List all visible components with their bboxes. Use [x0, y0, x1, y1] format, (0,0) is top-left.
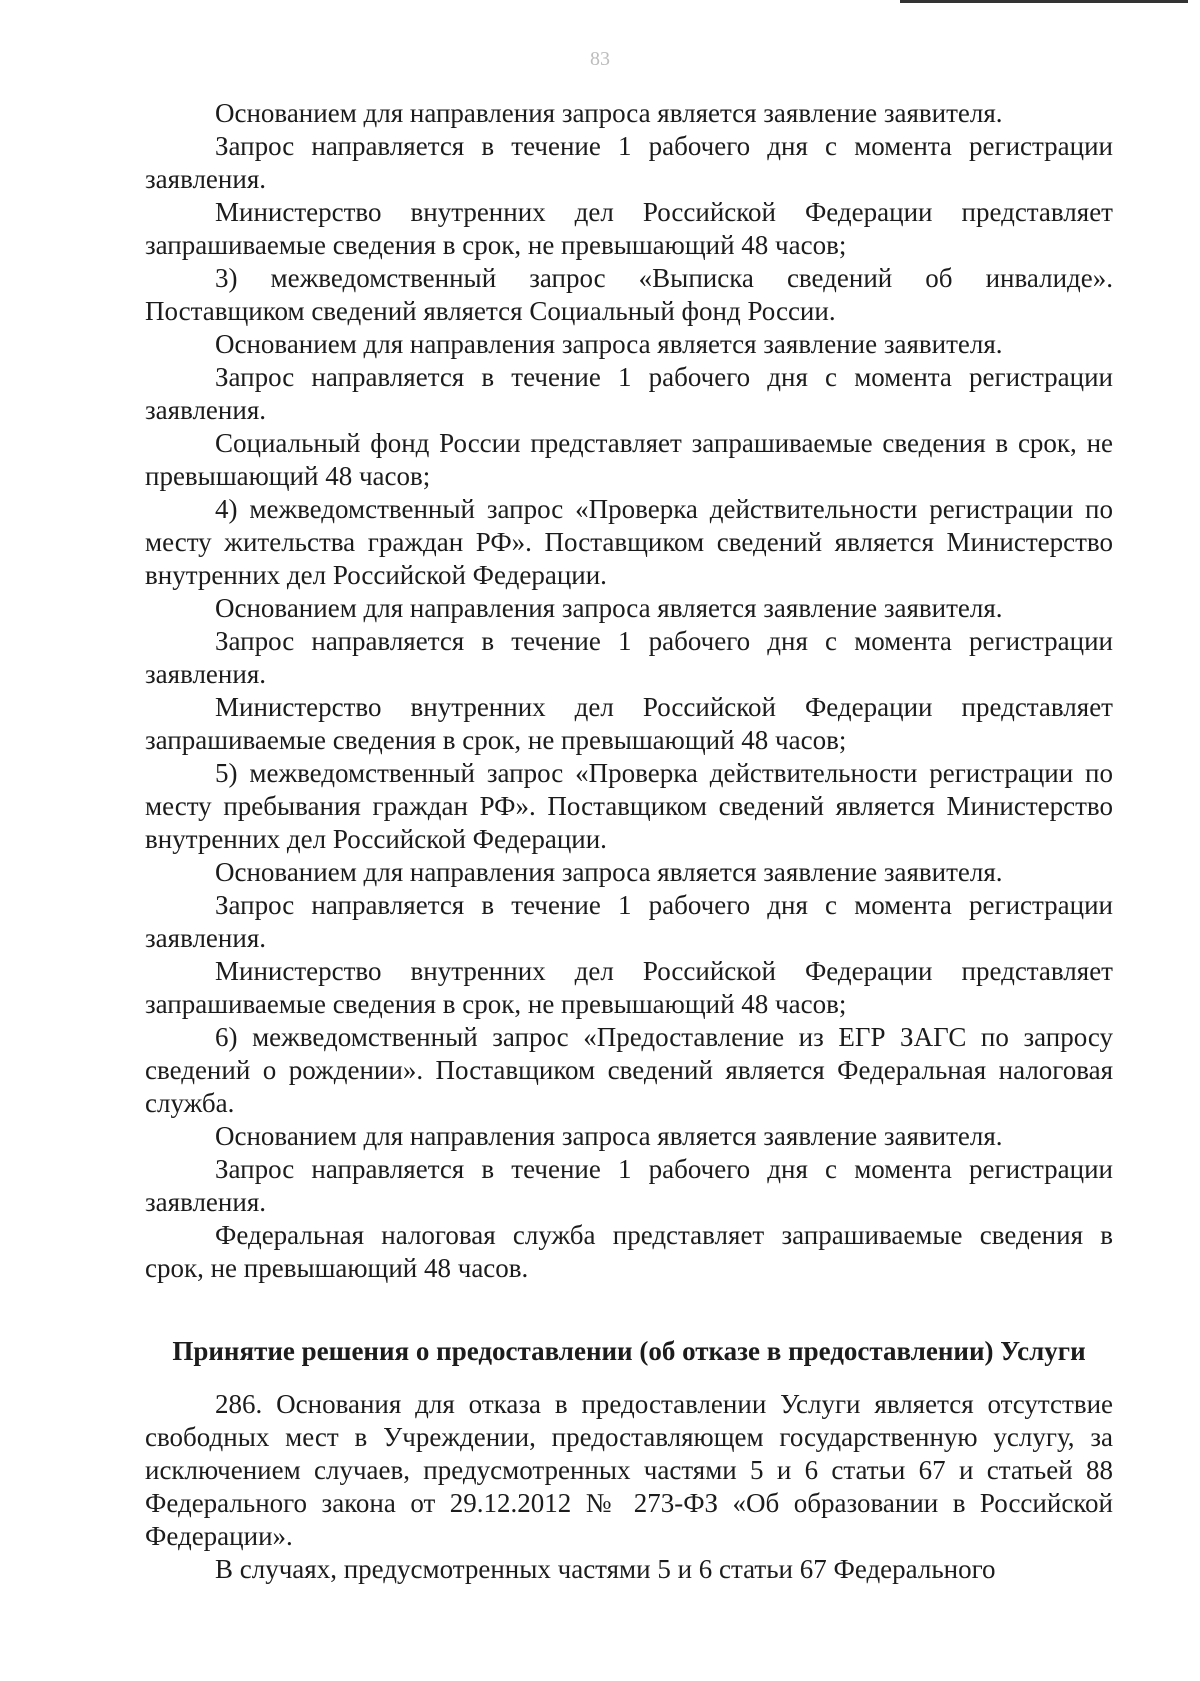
- paragraph: Основанием для направления запроса является заявление заявителя.: [215, 593, 1003, 623]
- paragraph: 6) межведомственный запрос «Предоставление из ЕГР ЗАГС по запросу сведений о рождении». Поставщиком сведений является Федеральная налоговая служба.: [145, 1022, 1113, 1118]
- paragraph: Министерство внутренних дел Российской Федерации представляет запрашиваемые сведения в срок, не превышающий 48 часов;: [145, 197, 1113, 260]
- page-number: 83: [590, 48, 610, 70]
- paragraph: Запрос направляется в течение 1 рабочего дня с момента регистрации заявления.: [145, 1154, 1113, 1217]
- paragraph: Запрос направляется в течение 1 рабочего дня с момента регистрации заявления.: [145, 890, 1113, 953]
- paragraph: Запрос направляется в течение 1 рабочего дня с момента регистрации заявления.: [145, 626, 1113, 689]
- paragraph: 5) межведомственный запрос «Проверка действительности регистрации по месту пребывания граждан РФ». Поставщиком сведений является Министерство внутренних дел Российской Федерации.: [145, 758, 1113, 854]
- paragraph: Основанием для направления запроса является заявление заявителя.: [215, 98, 1003, 128]
- paragraph: Основанием для направления запроса является заявление заявителя.: [215, 1121, 1003, 1151]
- paragraph: Основанием для направления запроса является заявление заявителя.: [215, 857, 1003, 887]
- paragraph: Федеральная налоговая служба представляет запрашиваемые сведения в срок, не превышающий 48 часов.: [145, 1220, 1113, 1283]
- paragraph: 286. Основания для отказа в предоставлении Услуги является отсутствие свободных мест в Учреждении, предоставляющем государственную услугу, за исключением случаев, предусмотренных частями 5 и 6 статьи 67 и статьей 88 Федерального закона от 29.12.2012 № 273-ФЗ «Об образовании в Российской Федерации».: [145, 1389, 1113, 1551]
- paragraph: 4) межведомственный запрос «Проверка действительности регистрации по месту жительства граждан РФ». Поставщиком сведений является Министерство внутренних дел Российской Федерации.: [145, 494, 1113, 590]
- paragraph: Социальный фонд России представляет запрашиваемые сведения в срок, не превышающий 48 часов;: [145, 428, 1113, 491]
- section-heading: Принятие решения о предоставлении (об отказе в предоставлении) Услуги: [172, 1336, 1086, 1366]
- paragraph: Министерство внутренних дел Российской Федерации представляет запрашиваемые сведения в срок, не превышающий 48 часов;: [145, 692, 1113, 755]
- paragraph: Министерство внутренних дел Российской Федерации представляет запрашиваемые сведения в срок, не превышающий 48 часов;: [145, 956, 1113, 1019]
- paragraph: 3) межведомственный запрос «Выписка сведений об инвалиде». Поставщиком сведений является Социальный фонд России.: [145, 263, 1113, 326]
- paragraph: Основанием для направления запроса является заявление заявителя.: [215, 329, 1003, 359]
- document-body: [145, 97, 1113, 1586]
- paragraph: В случаях, предусмотренных частями 5 и 6 статьи 67 Федерального: [215, 1554, 996, 1584]
- paragraph: Запрос направляется в течение 1 рабочего дня с момента регистрации заявления.: [145, 131, 1113, 194]
- paragraph: Запрос направляется в течение 1 рабочего дня с момента регистрации заявления.: [145, 362, 1113, 425]
- top-rule: [900, 0, 1188, 3]
